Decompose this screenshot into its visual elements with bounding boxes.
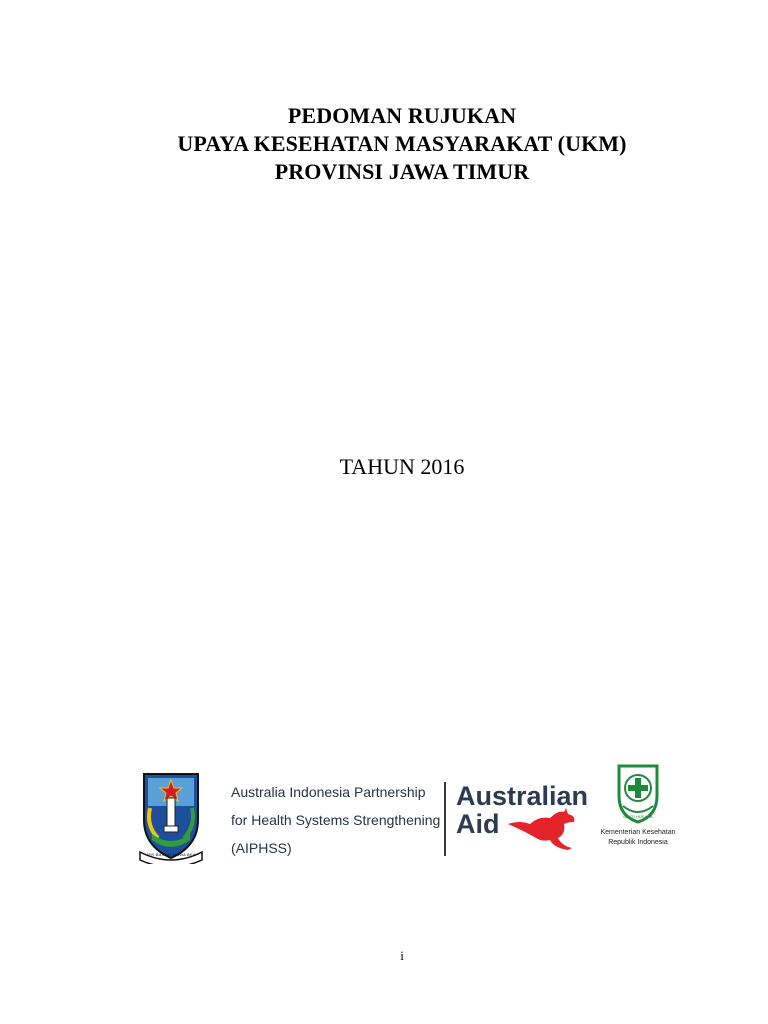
aiphss-logo-text (231, 778, 440, 862)
logo-divider (444, 782, 446, 856)
title-line-1: PEDOMAN RUJUKAN (287, 103, 517, 128)
kemenkes-line-1: Kementerian Kesehatan (600, 829, 676, 836)
australian-aid-line-1: Australian (456, 781, 589, 811)
title-line-3: PROVINSI JAWA TIMUR (274, 159, 530, 184)
australian-aid-logo (456, 781, 589, 852)
page-number: i (400, 948, 404, 963)
aiphss-line-2: for Health Systems Strengthening (231, 812, 441, 828)
aiphss-line-3: (AIPHSS) (231, 840, 292, 856)
logo-strip (136, 762, 676, 872)
document-title (0, 102, 768, 186)
kemenkes-line-2: Republik Indonesia (608, 839, 668, 846)
title-line-2: UPAYA KESEHATAN MASYARAKAT (UKM) (177, 131, 627, 156)
kemenkes-emblem-text: BAKTI HUSADA (623, 814, 653, 819)
aiphss-line-1: Australia Indonesia Partnership (231, 784, 426, 800)
kangaroo-icon (506, 806, 580, 852)
east-java-motto: JER BASUKI MAWA BEA (146, 852, 196, 857)
east-java-province-emblem-icon (136, 768, 206, 864)
australian-aid-line-2: Aid (456, 809, 500, 839)
document-year: TAHUN 2016 (339, 454, 465, 479)
kemenkes-logo (598, 762, 678, 862)
